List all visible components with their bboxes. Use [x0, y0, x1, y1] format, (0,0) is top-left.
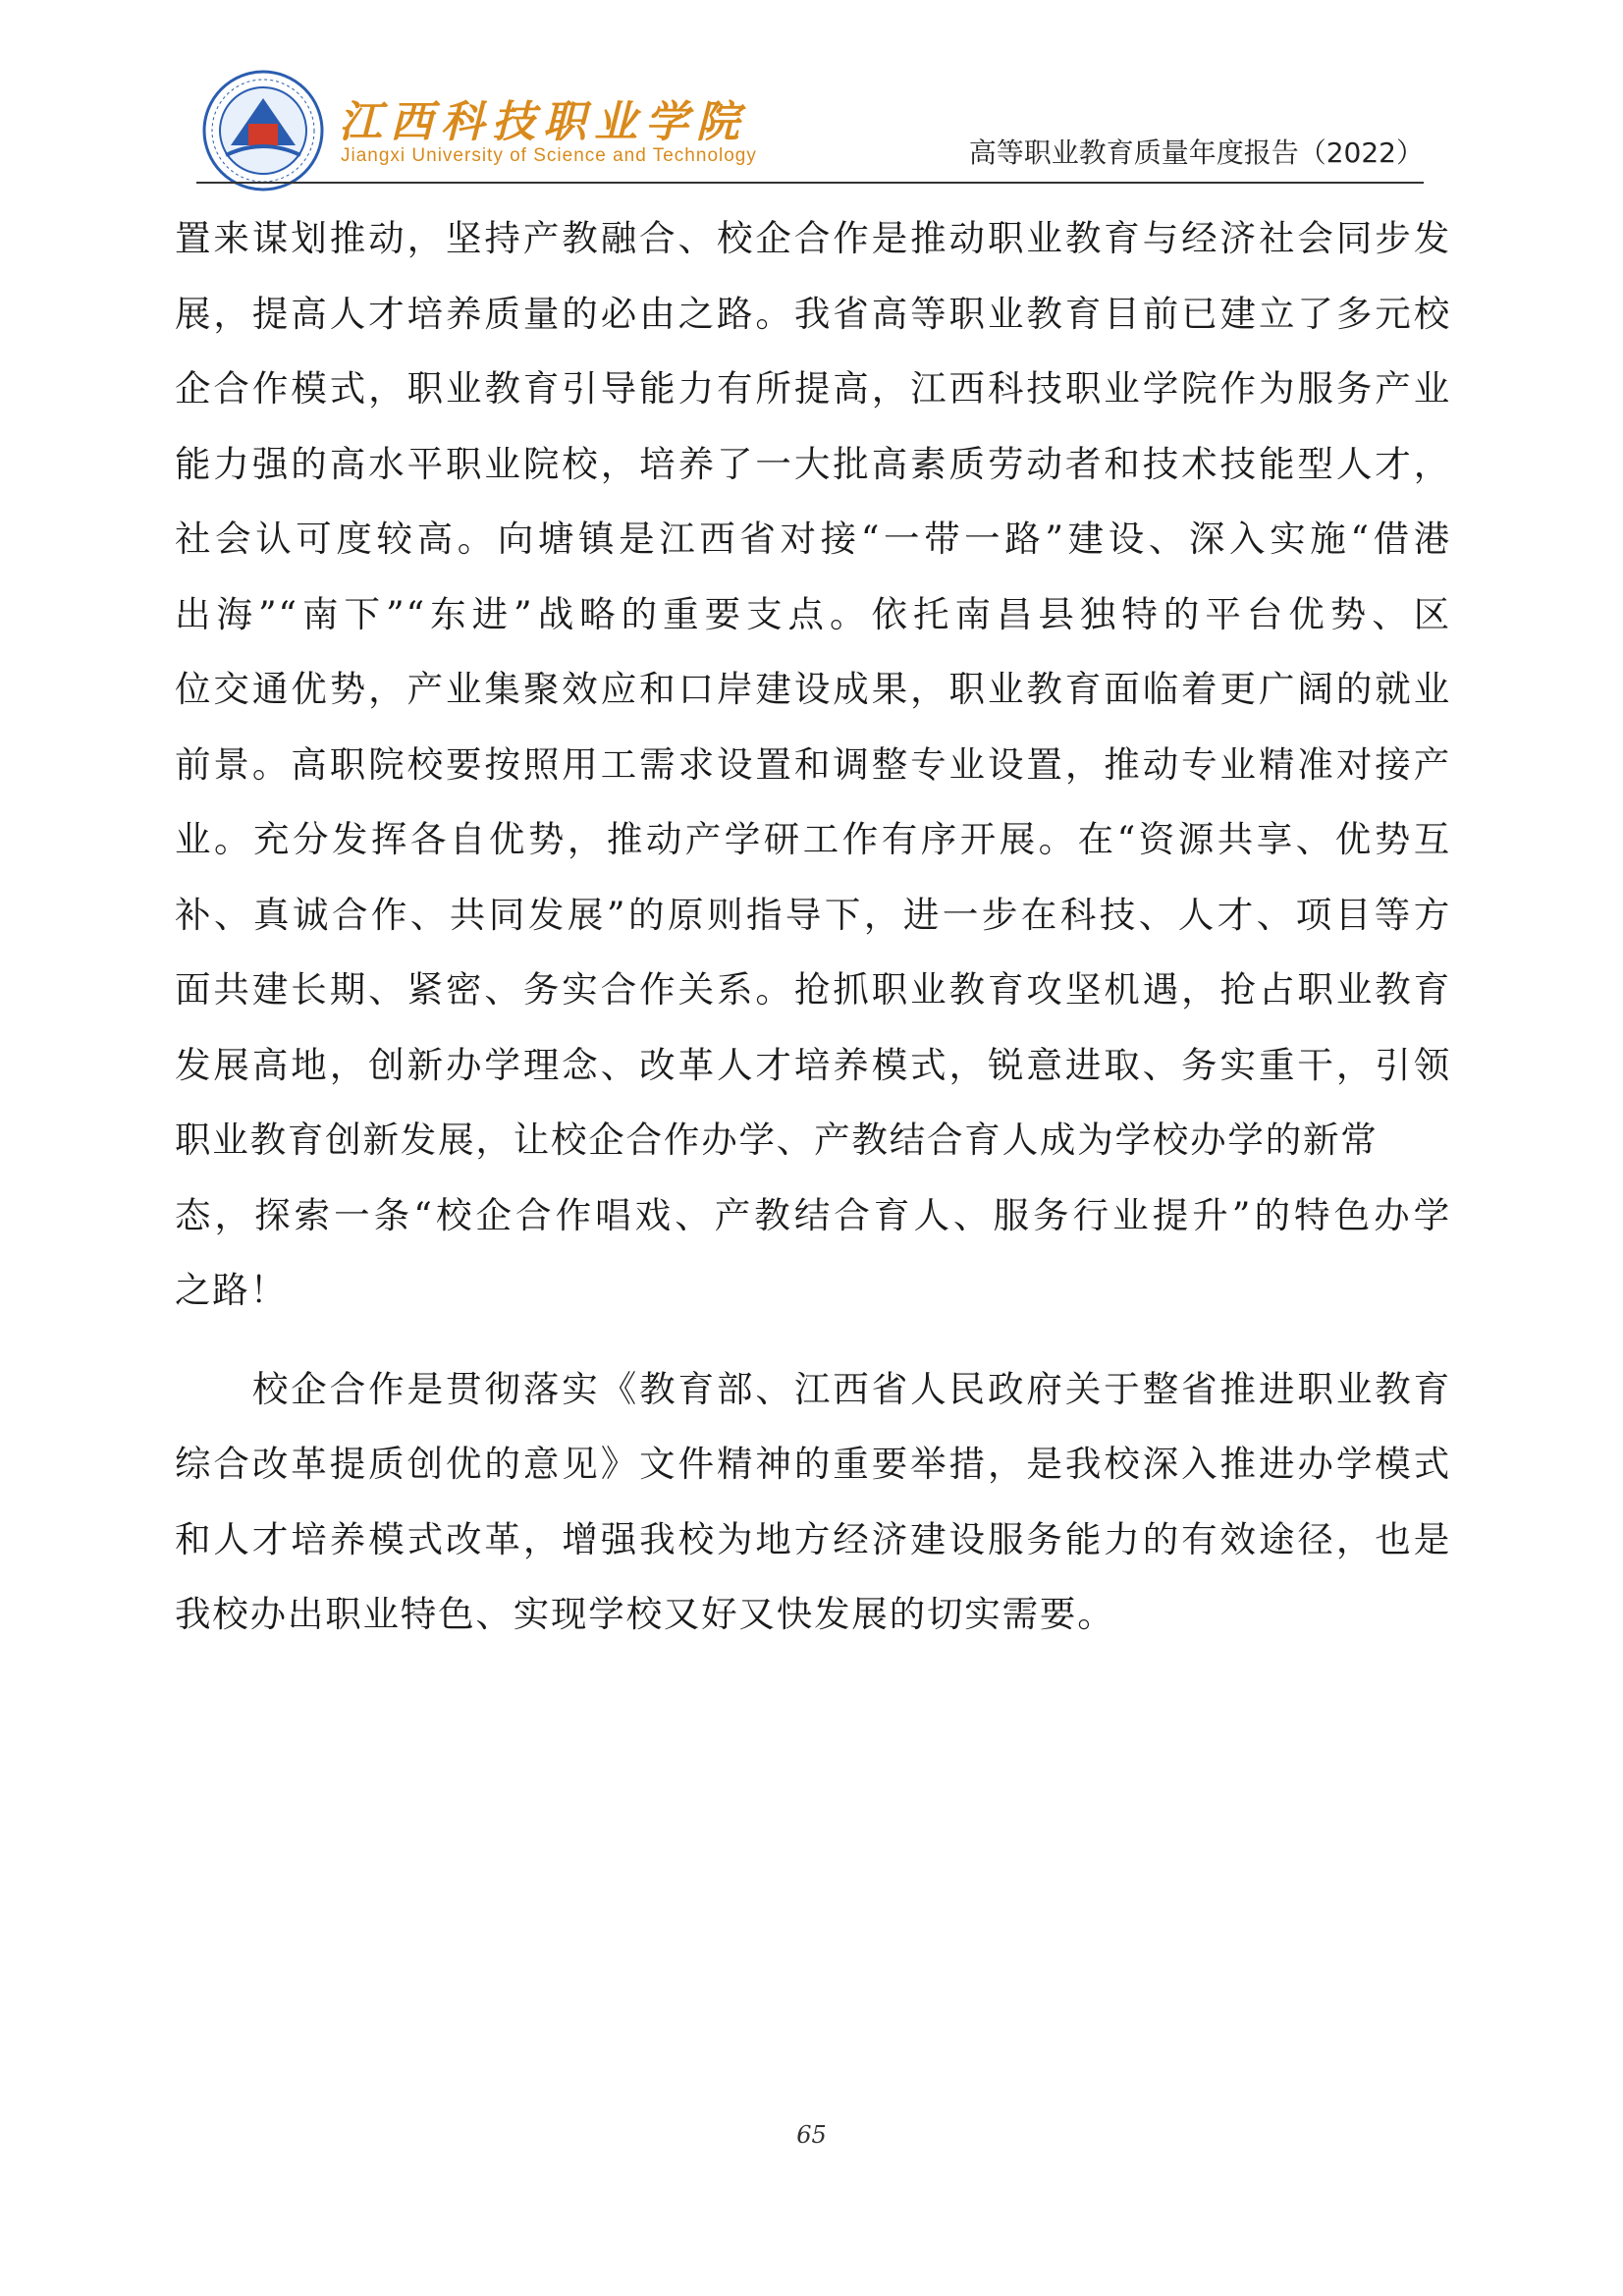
school-name-cn: 江西科技职业学院 [339, 97, 747, 147]
text-line: 态，探索一条“校企合作唱戏、产教结合育人、服务行业提升”的特色办学 [175, 1193, 1451, 1236]
text-line: 前景。高职院校要按照用工需求设置和调整专业设置，推动专业精准对接产 [175, 742, 1451, 786]
page-number: 65 [796, 2121, 827, 2149]
text-line: 我校办出职业特色、实现学校又好又快发展的切实需要。 [175, 1593, 1115, 1635]
text-line: 综合改革提质创优的意见》文件精神的重要举措，是我校深入推进办学模式 [175, 1443, 1451, 1485]
text-line: 面共建长期、紧密、务实合作关系。抢抓职业教育攻坚机遇，抢占职业教育 [175, 968, 1451, 1011]
text-line: 展，提高人才培养质量的必由之路。我省高等职业教育目前已建立了多元校 [175, 292, 1451, 335]
text-line: 校企合作是贯彻落实《教育部、江西省人民政府关于整省推进职业教育 [175, 1367, 1451, 1410]
school-seal-icon [201, 69, 325, 192]
text-line: 发展高地，创新办学理念、改革人才培养模式，锐意进取、务实重干，引领 [175, 1043, 1451, 1086]
text-line: 企合作模式，职业教育引导能力有所提高，江西科技职业学院作为服务产业 [175, 367, 1451, 410]
paragraph-2 [175, 1352, 1451, 1653]
text-line: 社会认可度较高。向塘镇是江西省对接“一带一路”建设、深入实施“借港 [175, 518, 1451, 560]
text-line: 之路！ [175, 1269, 288, 1311]
text-line: 能力强的高水平职业院校，培养了一大批高素质劳动者和技术技能型人才， [175, 442, 1451, 485]
text-line: 职业教育创新发展，让校企合作办学、产教结合育人成为学校办学的新常 [175, 1119, 1379, 1161]
text-line: 业。充分发挥各自优势，推动产学研工作有序开展。在“资源共享、优势互 [175, 818, 1451, 860]
text-line: 补、真诚合作、共同发展”的原则指导下，进一步在科技、人才、项目等方 [175, 893, 1451, 936]
header-divider [196, 182, 1424, 184]
report-title: 高等职业教育质量年度报告（2022） [968, 137, 1424, 169]
text-line: 出海”“南下”“东进”战略的重要支点。依托南昌县独特的平台优势、区 [175, 592, 1451, 635]
text-line: 和人才培养模式改革，增强我校为地方经济建设服务能力的有效途径，也是 [175, 1517, 1451, 1560]
page-header [201, 69, 1424, 187]
paragraph-1 [175, 201, 1451, 1329]
text-line: 置来谋划推动，坚持产教融合、校企合作是推动职业教育与经济社会同步发 [175, 217, 1451, 259]
paragraph-gap [175, 1329, 1451, 1352]
text-line: 位交通优势，产业集聚效应和口岸建设成果，职业教育面临着更广阔的就业 [175, 668, 1451, 710]
body-text [175, 201, 1451, 1653]
school-name-en: Jiangxi University of Science and Technology [341, 145, 757, 166]
